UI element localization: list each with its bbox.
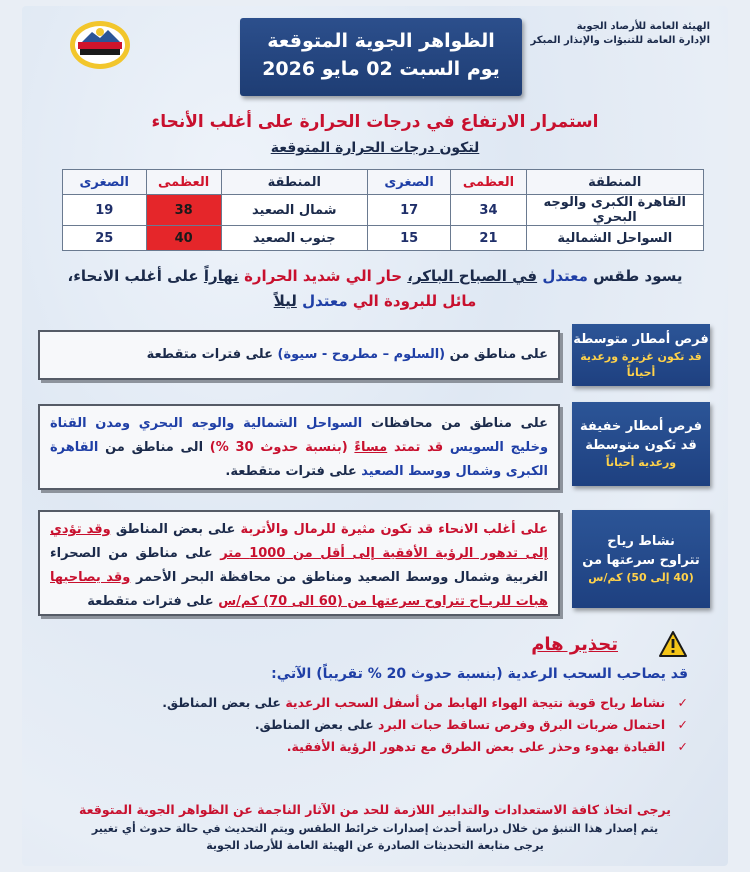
table-row bbox=[63, 226, 704, 251]
rain-light-tag bbox=[572, 402, 710, 486]
section-highlight: (بنسبة حدوث 30 %) bbox=[209, 440, 348, 455]
list-item bbox=[128, 736, 688, 758]
tag-title: تتراوح سرعتها من bbox=[582, 553, 700, 568]
region-cell: جنوب الصعيد bbox=[221, 226, 367, 251]
bulletin-sheet bbox=[22, 6, 728, 866]
section-highlight: وقد تؤدي إلى تدهور الرؤية الأفقية إلى أقل من 1000 متر bbox=[50, 522, 549, 561]
title-banner bbox=[240, 18, 522, 96]
min-temp-cell: 15 bbox=[367, 226, 451, 251]
weather-highlight: مائل للبرودة الي bbox=[352, 292, 477, 310]
meteorological-authority-logo bbox=[68, 18, 132, 72]
rain-medium-text bbox=[38, 330, 560, 380]
wind-tag bbox=[572, 510, 710, 608]
weather-text: نهاراً bbox=[203, 267, 239, 285]
warning-icon bbox=[658, 630, 688, 658]
list-item bbox=[128, 692, 688, 714]
section-text: على فترات متقطعة bbox=[146, 347, 273, 362]
section-text: على مناطق من bbox=[449, 347, 548, 362]
weather-text: على أغلب الانحاء، bbox=[67, 267, 199, 285]
weather-summary-line-1 bbox=[32, 264, 718, 288]
organization-name bbox=[510, 20, 710, 48]
section-highlight: القاهرة الكبرى وشمال ووسط الصعيد bbox=[50, 440, 548, 479]
main-headline: استمرار الارتفاع في درجات الحرارة على أغلب الأنحاء bbox=[151, 112, 599, 132]
min-temp-cell: 25 bbox=[63, 226, 147, 251]
max-temp-cell: 34 bbox=[451, 195, 526, 226]
min-temp-cell: 17 bbox=[367, 195, 451, 226]
table-row bbox=[63, 195, 704, 226]
section-text: على مناطق من محافظات bbox=[371, 416, 548, 431]
weather-highlight: حار الي bbox=[345, 267, 403, 285]
wind-text bbox=[38, 510, 560, 616]
section-highlight: (السلوم – مطروح - سيوة) bbox=[277, 347, 446, 362]
list-item bbox=[128, 714, 688, 736]
tag-title: فرص أمطار خفيفة bbox=[580, 419, 702, 434]
warning-item-text: القيادة بهدوء وحذر على بعض الطرق مع تدهور الرؤية الأفقية. bbox=[286, 739, 666, 754]
warning-item-text: نشاط رياح قوية نتيجة الهواء الهابط من أسفل السحب الرعدية bbox=[285, 695, 666, 710]
section-highlight: السواحل الشمالية والوجه البحري ومدن القناة وخليج السويس bbox=[50, 416, 549, 455]
warning-item-text: على بعض المناطق. bbox=[162, 695, 281, 710]
weather-highlight: معتدل bbox=[542, 267, 588, 285]
bulletin-date: يوم السبت 02 مايو 2026 bbox=[262, 58, 500, 80]
check-icon: ✓ bbox=[677, 739, 688, 754]
rain-light-text bbox=[38, 404, 560, 490]
check-icon: ✓ bbox=[677, 717, 688, 732]
header-region: المنطقة bbox=[526, 170, 703, 195]
section-text: على بعض المناطق bbox=[115, 522, 236, 537]
weather-text: يسود طقس bbox=[593, 267, 683, 285]
tag-subtitle: (40 إلى 50) كم/س bbox=[588, 571, 694, 584]
check-icon: ✓ bbox=[677, 695, 688, 710]
footer-line-3: يرجى متابعة التحديثات الصادرة عن الهيئة العامة للأرصاد الجوية bbox=[206, 839, 544, 852]
org-line-1: الهيئة العامة للأرصاد الجوية bbox=[576, 21, 710, 32]
tag-title: نشاط رياح bbox=[607, 534, 675, 549]
warning-title: تحذير هام bbox=[531, 634, 618, 655]
weather-text: ليلاً bbox=[273, 292, 297, 310]
section-text: على فترات متقطعة. bbox=[225, 464, 357, 479]
header-max: العظمى bbox=[451, 170, 526, 195]
header-max: العظمى bbox=[146, 170, 221, 195]
table-header-row bbox=[63, 170, 704, 195]
bulletin-title: الظواهر الجوية المتوقعة bbox=[267, 30, 495, 52]
tag-subtitle: ورعدية أحياناً bbox=[605, 456, 677, 469]
org-line-2: الإدارة العامة للتنبؤات والإنذار المبكر bbox=[530, 35, 710, 46]
warning-item-text: على بعض المناطق. bbox=[254, 717, 374, 732]
weather-text: في الصباح الباكر، bbox=[407, 267, 538, 285]
region-cell: السواحل الشمالية bbox=[526, 226, 703, 251]
warning-list bbox=[128, 692, 688, 758]
region-cell: القاهرة الكبرى والوجه البحري bbox=[526, 195, 703, 226]
weather-highlight: شديد الحرارة bbox=[244, 267, 341, 285]
section-highlight: وقد يصاحبها هبات للريـاح تتراوح سرعتها من (60 الى 70) كم/س bbox=[50, 570, 548, 609]
max-temp-cell-hot: 40 bbox=[146, 226, 221, 251]
warning-item-text: احتمال ضربات البرق وفرص تساقط حبات البرد bbox=[378, 717, 666, 732]
warning-intro: قد يصاحب السحب الرعدية (بنسبة حدوث 20 % تقريباً) الآتي: bbox=[271, 666, 688, 682]
min-temp-cell: 19 bbox=[63, 195, 147, 226]
header-region: المنطقة bbox=[221, 170, 367, 195]
section-highlight: مساءً bbox=[354, 440, 388, 455]
max-temp-cell-hot: 38 bbox=[146, 195, 221, 226]
section-text: الى مناطق من bbox=[105, 440, 204, 455]
header-min: الصغرى bbox=[367, 170, 451, 195]
section-highlight: على أغلب الانحاء قد تكون مثيرة للرمال والأتربة bbox=[240, 522, 548, 537]
tag-subtitle: قد تكون غزيرة ورعدية أحياناً bbox=[580, 349, 702, 379]
region-cell: شمال الصعيد bbox=[221, 195, 367, 226]
temperature-table bbox=[62, 169, 704, 251]
section-highlight: قد تمتد bbox=[393, 440, 444, 455]
rain-medium-tag bbox=[572, 324, 710, 386]
tag-title: قد تكون متوسطة bbox=[585, 438, 697, 453]
footer-line-1: يرجى اتخاذ كافة الاستعدادات والتدابير اللازمة للحد من الآثار الناجمة عن الظواهر الجوية المتوقعة bbox=[79, 802, 671, 817]
sub-headline: لتكون درجات الحرارة المتوقعة bbox=[270, 140, 480, 156]
weather-summary-line-2 bbox=[32, 289, 718, 313]
footer-line-2: يتم إصدار هذا التنبؤ من خلال دراسة أحدث إصدارات خرائط الطقس ويتم التحديث في حالة حدوث أي تغيير bbox=[91, 822, 659, 835]
section-text: على فترات متقطعة bbox=[87, 594, 214, 609]
max-temp-cell: 21 bbox=[451, 226, 526, 251]
tag-title: فرص أمطار متوسطة bbox=[573, 331, 709, 347]
footer bbox=[42, 800, 708, 854]
header-min: الصغرى bbox=[63, 170, 147, 195]
weather-highlight: معتدل bbox=[302, 292, 348, 310]
section-text: على مناطق من الصحراء الغربية وشمال ووسط الصعيد ومناطق من محافظة البحر الأحمر bbox=[50, 546, 549, 585]
